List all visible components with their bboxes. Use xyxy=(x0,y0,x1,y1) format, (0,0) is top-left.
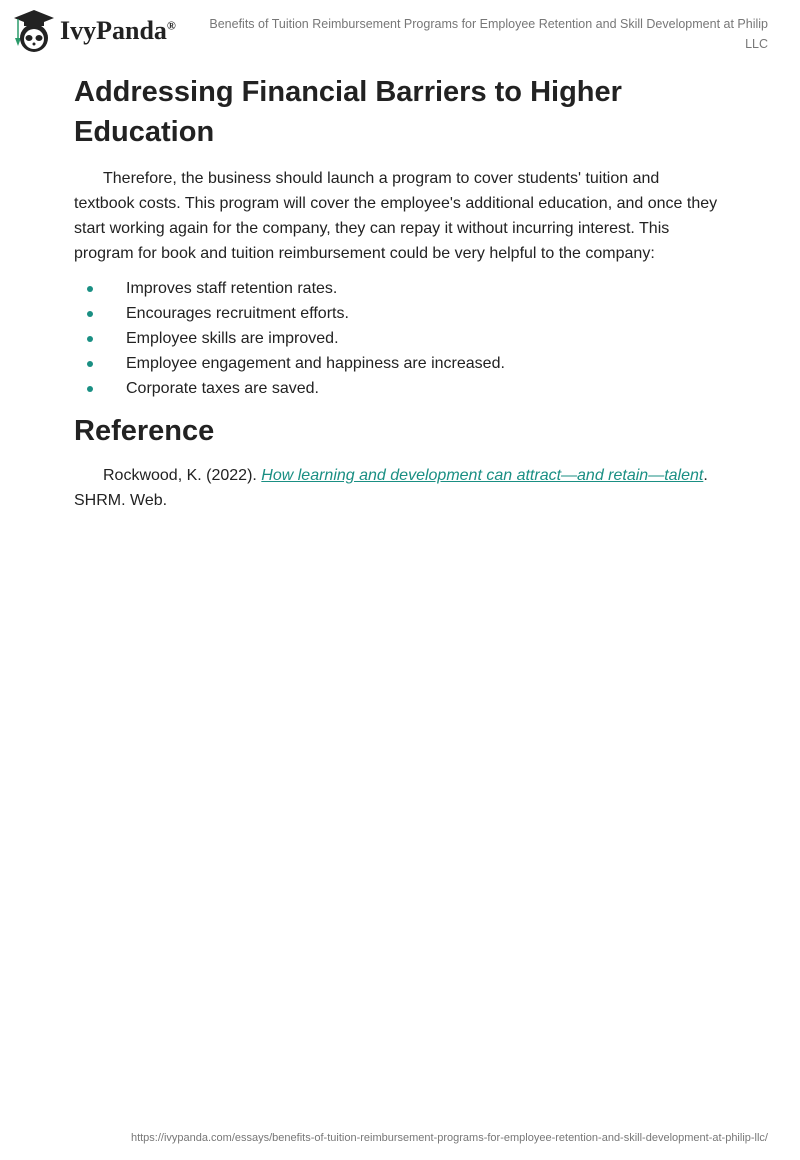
list-item: Improves staff retention rates. xyxy=(74,276,724,301)
essay-content xyxy=(74,72,724,513)
bullet-icon xyxy=(87,286,93,292)
body-paragraph: Therefore, the business should launch a program to cover students' tuition and textbook costs. This program will cover the employee's additional education, and once they start working again for the company, they can repay it without incurring interest. This program for book and tuition reimbursement could be very helpful to the company: xyxy=(74,170,718,262)
section-heading: Addressing Financial Barriers to Higher Education xyxy=(74,76,622,148)
reference-link[interactable]: How learning and development can attract—and retain—talent xyxy=(261,467,704,484)
registered-mark: ® xyxy=(166,18,176,33)
ivypanda-logo[interactable] xyxy=(12,8,176,54)
bullet-icon xyxy=(87,361,93,367)
reference-entry: Rockwood, K. (2022). How learning and development can attract—and retain—talent. SHRM. Web. xyxy=(74,467,708,509)
reference-heading: Reference xyxy=(74,415,215,447)
bullet-icon xyxy=(87,311,93,317)
panda-logo-icon xyxy=(12,8,56,54)
list-item: Encourages recruitment efforts. xyxy=(74,301,724,326)
bullet-icon xyxy=(87,386,93,392)
logo-text: IvyPanda xyxy=(60,16,167,45)
list-item: Employee engagement and happiness are increased. xyxy=(74,351,724,376)
list-item: Corporate taxes are saved. xyxy=(74,376,724,401)
bullet-icon xyxy=(87,336,93,342)
document-title: Benefits of Tuition Reimbursement Programs for Employee Retention and Skill Development at Philip LLC xyxy=(209,17,768,51)
benefits-list xyxy=(74,276,724,401)
list-item: Employee skills are improved. xyxy=(74,326,724,351)
footer-url: https://ivypanda.com/essays/benefits-of-tuition-reimbursement-programs-for-employee-retention-and-skill-development-at-philip-llc/ xyxy=(130,1132,768,1144)
